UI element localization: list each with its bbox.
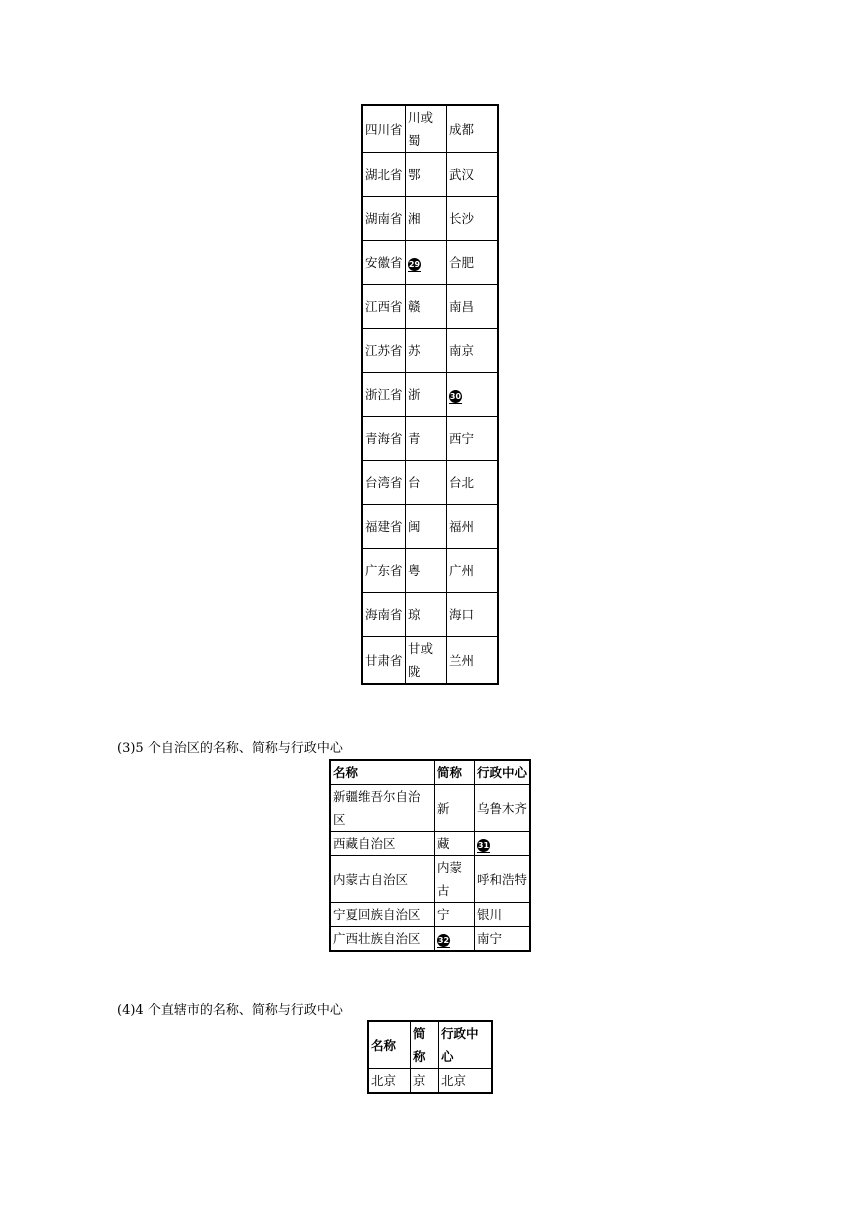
cell-abbr: 粤 — [406, 549, 447, 593]
blank-number-icon: 31 — [477, 841, 490, 850]
table-row — [330, 856, 530, 903]
cell-name: 北京 — [368, 1069, 411, 1094]
cell-capital: 福州 — [447, 505, 499, 549]
cell-name: 安徽省 — [362, 241, 406, 285]
cell-name: 新疆维吾尔自治区 — [330, 785, 435, 832]
cell-name: 福建省 — [362, 505, 406, 549]
blank-answer — [437, 930, 450, 948]
blank-answer — [477, 835, 490, 853]
header-name: 名称 — [368, 1021, 411, 1069]
cell-abbr: 浙 — [406, 373, 447, 417]
cell-name: 湖北省 — [362, 153, 406, 197]
cell-name: 甘肃省 — [362, 637, 406, 685]
cell-capital: 广州 — [447, 549, 499, 593]
blank-number-icon: 29 — [408, 260, 421, 269]
cell-capital: 成都 — [447, 105, 499, 153]
cell-abbr — [406, 241, 447, 285]
table-row — [330, 927, 530, 952]
table-row — [362, 285, 498, 329]
table-row — [362, 153, 498, 197]
cell-name: 浙江省 — [362, 373, 406, 417]
cell-abbr: 鄂 — [406, 153, 447, 197]
cell-name: 西藏自治区 — [330, 832, 435, 856]
cell-name: 广东省 — [362, 549, 406, 593]
cell-name: 台湾省 — [362, 461, 406, 505]
cell-abbr: 宁 — [435, 903, 475, 927]
cell-abbr: 甘或陇 — [406, 637, 447, 685]
cell-name: 湖南省 — [362, 197, 406, 241]
cell-capital: 兰州 — [447, 637, 499, 685]
cell-abbr: 藏 — [435, 832, 475, 856]
cell-capital: 乌鲁木齐 — [475, 785, 531, 832]
cell-capital — [475, 832, 531, 856]
table-row — [330, 903, 530, 927]
header-abbr: 简称 — [411, 1021, 439, 1069]
cell-name: 江苏省 — [362, 329, 406, 373]
cell-abbr: 赣 — [406, 285, 447, 329]
section4-heading: (4)4 个直辖市的名称、简称与行政中心 — [117, 1003, 343, 1018]
cell-name: 宁夏回族自治区 — [330, 903, 435, 927]
blank-answer — [408, 254, 421, 272]
cell-capital: 台北 — [447, 461, 499, 505]
cell-abbr: 京 — [411, 1069, 439, 1094]
autonomous-regions-table — [329, 759, 531, 952]
table-row — [362, 197, 498, 241]
blank-number-icon: 30 — [449, 392, 462, 401]
header-capital: 行政中心 — [439, 1021, 493, 1069]
cell-abbr: 苏 — [406, 329, 447, 373]
blank-answer — [449, 386, 462, 404]
cell-capital: 南京 — [447, 329, 499, 373]
table-row — [362, 593, 498, 637]
table-row — [362, 461, 498, 505]
cell-abbr: 青 — [406, 417, 447, 461]
table-row — [368, 1069, 492, 1094]
cell-name: 内蒙古自治区 — [330, 856, 435, 903]
cell-name: 江西省 — [362, 285, 406, 329]
cell-capital: 海口 — [447, 593, 499, 637]
table-row — [362, 637, 498, 685]
cell-capital: 武汉 — [447, 153, 499, 197]
table-row — [362, 373, 498, 417]
table-row — [330, 785, 530, 832]
cell-name: 海南省 — [362, 593, 406, 637]
table-header-row — [368, 1021, 492, 1069]
cell-abbr — [435, 927, 475, 952]
autonomous-table-body — [330, 785, 530, 952]
table-row — [330, 832, 530, 856]
cell-capital: 呼和浩特 — [475, 856, 531, 903]
cell-abbr: 琼 — [406, 593, 447, 637]
header-abbr: 简称 — [435, 760, 475, 785]
cell-capital: 西宁 — [447, 417, 499, 461]
table-row — [362, 329, 498, 373]
cell-abbr: 台 — [406, 461, 447, 505]
header-capital: 行政中心 — [475, 760, 531, 785]
cell-capital: 银川 — [475, 903, 531, 927]
cell-abbr: 新 — [435, 785, 475, 832]
cell-capital: 南宁 — [475, 927, 531, 952]
cell-abbr: 闽 — [406, 505, 447, 549]
municipal-table-body — [368, 1069, 492, 1094]
cell-capital: 南昌 — [447, 285, 499, 329]
cell-abbr: 内蒙古 — [435, 856, 475, 903]
header-name: 名称 — [330, 760, 435, 785]
cell-capital: 合肥 — [447, 241, 499, 285]
section3-heading: (3)5 个自治区的名称、简称与行政中心 — [117, 741, 343, 756]
table-row — [362, 549, 498, 593]
cell-abbr: 川或蜀 — [406, 105, 447, 153]
table-row — [362, 105, 498, 153]
table-row — [362, 241, 498, 285]
provinces-table-body — [362, 105, 498, 684]
cell-name: 青海省 — [362, 417, 406, 461]
cell-capital: 长沙 — [447, 197, 499, 241]
municipalities-table — [367, 1020, 493, 1094]
cell-capital: 北京 — [439, 1069, 493, 1094]
table-row — [362, 505, 498, 549]
cell-capital — [447, 373, 499, 417]
blank-number-icon: 32 — [437, 936, 450, 945]
table-row — [362, 417, 498, 461]
cell-abbr: 湘 — [406, 197, 447, 241]
cell-name: 四川省 — [362, 105, 406, 153]
provinces-table — [361, 104, 499, 685]
cell-name: 广西壮族自治区 — [330, 927, 435, 952]
table-header-row — [330, 760, 530, 785]
